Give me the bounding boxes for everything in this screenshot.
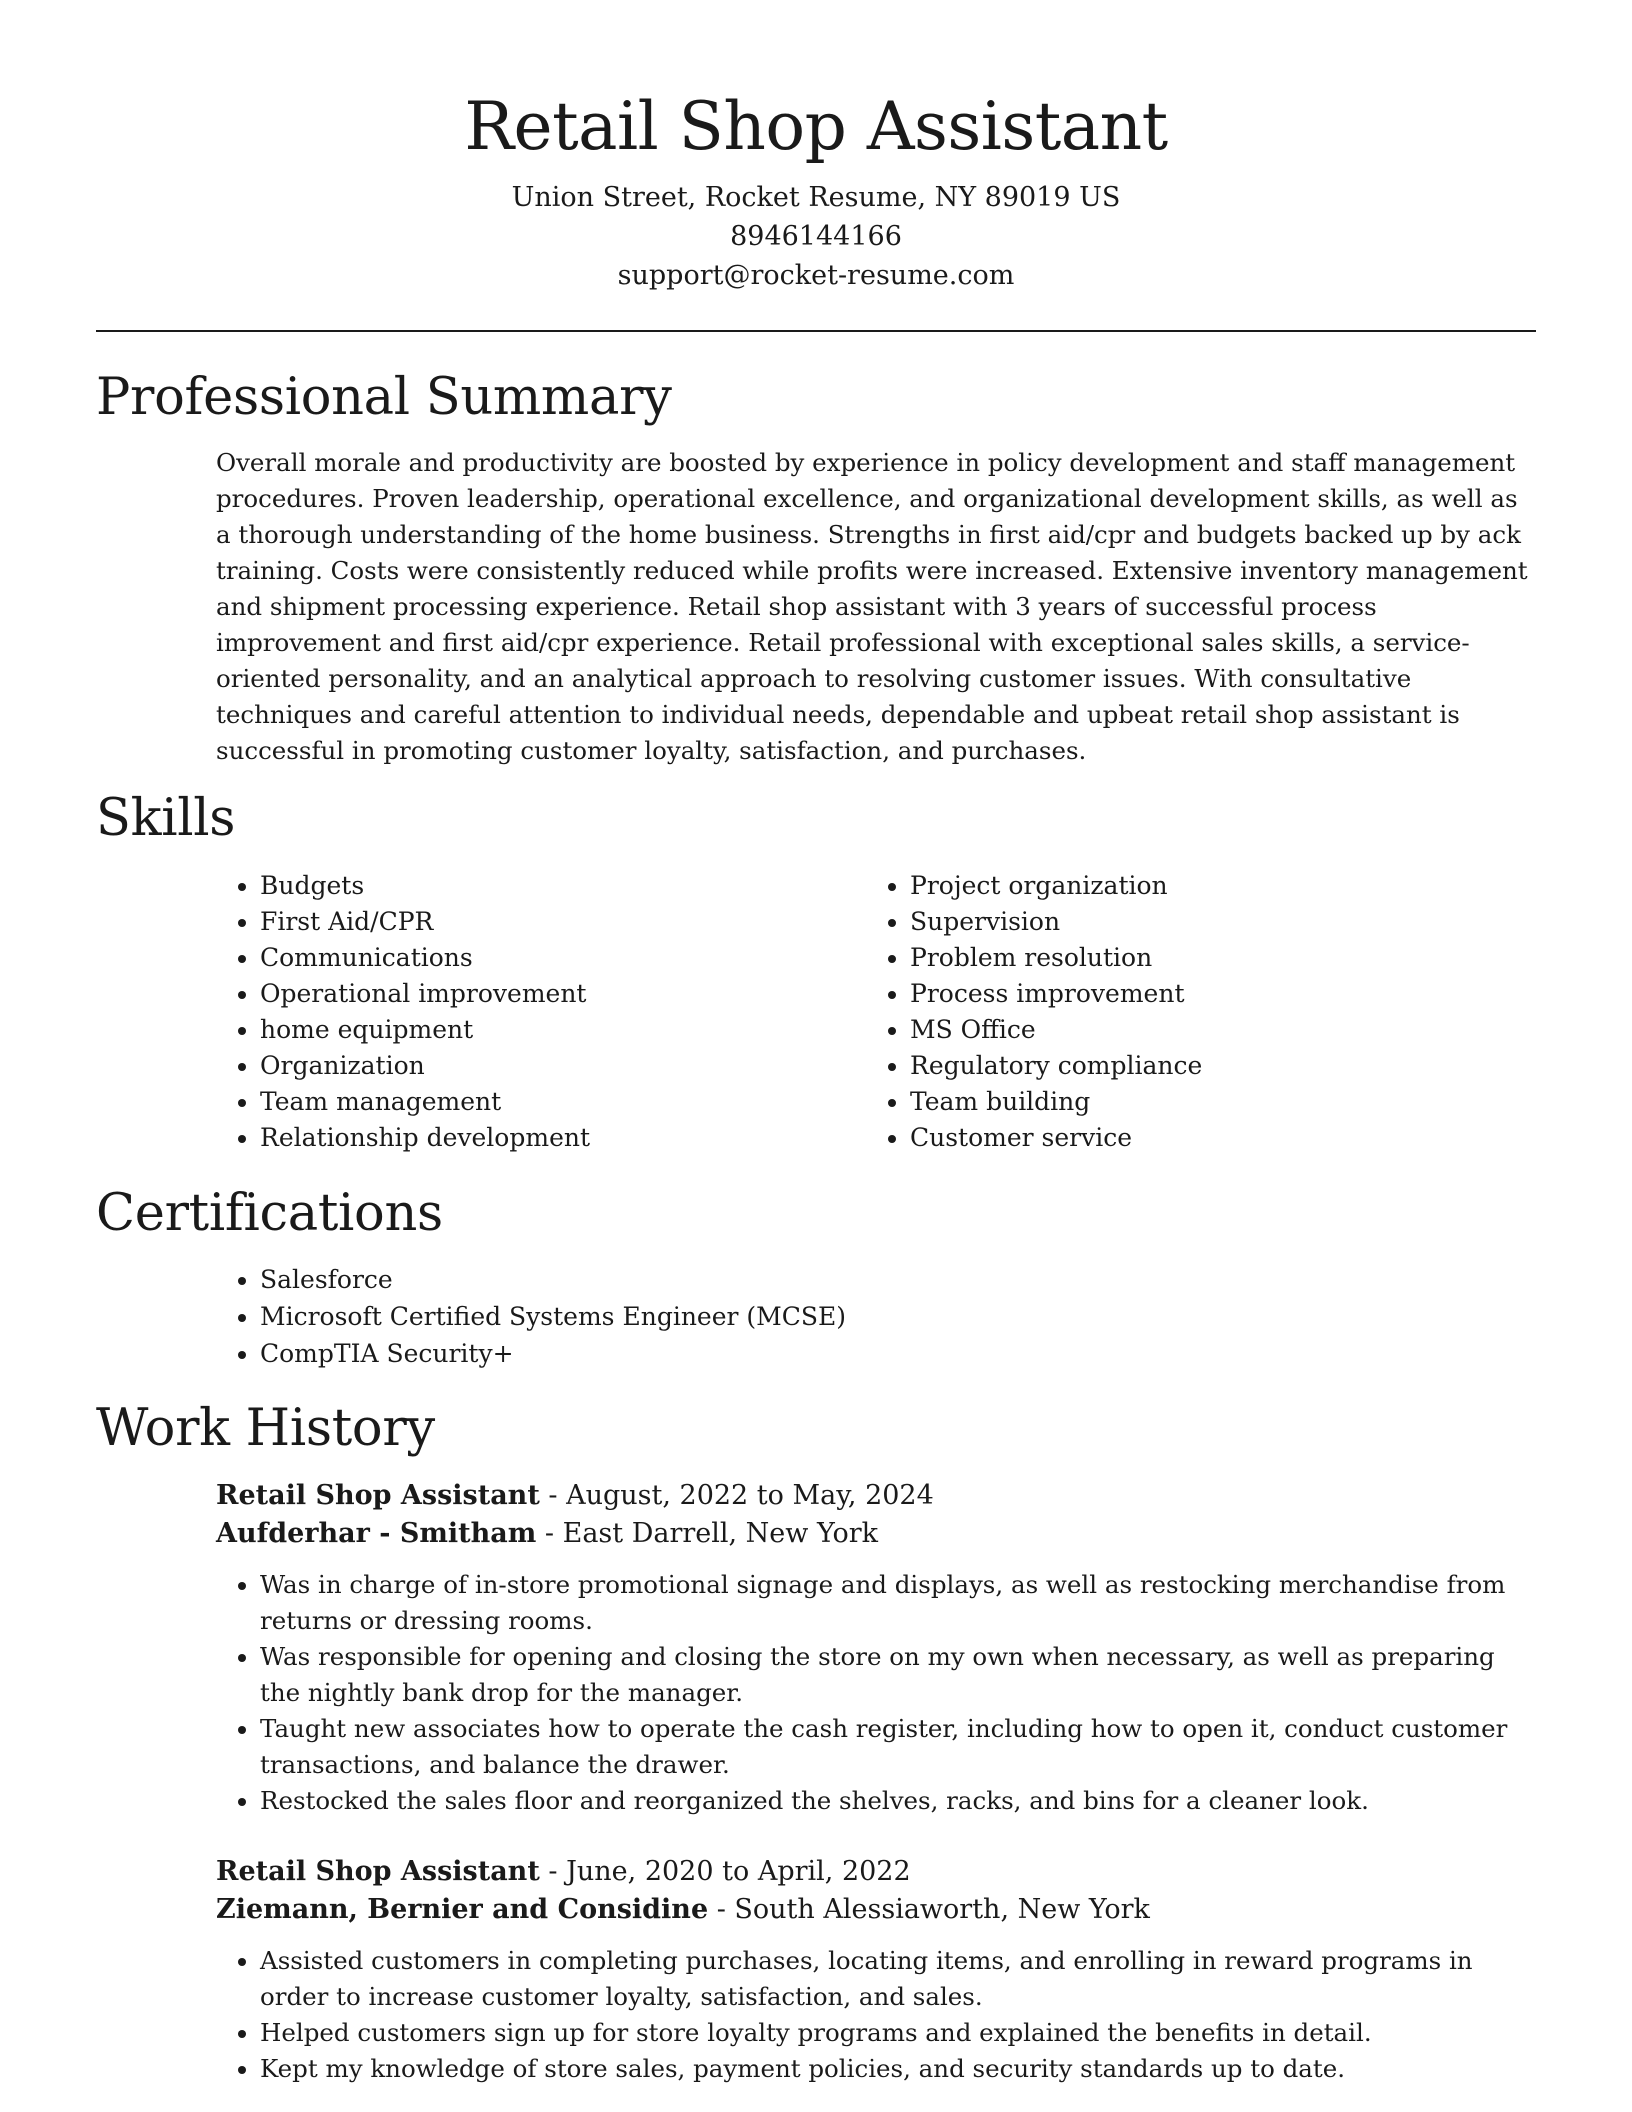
work-history-heading: Work History <box>96 1399 435 1458</box>
summary-paragraph: Overall morale and productivity are boosted by experience in policy development and staff management procedures. Proven leadership, operational excellence, and organizational development skills, as well as a thorough understanding of the home business. Strengths in first aid/cpr and budgets backed up by ack training. Costs were consistently reduced while profits were increased. Extensive inventory management and shipment processing experience. Retail shop assistant with 3 years of successful process improvement and first aid/cpr experience. Retail professional with exceptional sales skills, a service-oriented personality, and an analytical approach to resolving customer issues. With consultative techniques and careful attention to individual needs, dependable and upbeat retail shop assistant is successful in promoting customer loyalty, satisfaction, and purchases. <box>216 448 1528 765</box>
job-bullet: • Was responsible for opening and closing the store on my own when necessary, as well as preparing the nightly bank drop for the manager. <box>260 1639 1536 1711</box>
certification-item: • Microsoft Certified Systems Engineer (MCSE) <box>260 1298 1536 1335</box>
skill-item: • Team building <box>910 1084 1516 1120</box>
skill-item: • home equipment <box>260 1012 866 1048</box>
job-company-line <box>216 1515 1536 1553</box>
skill-item: • Operational improvement <box>260 976 866 1012</box>
resume-page <box>96 0 1536 2087</box>
phone-text: 8946144166 <box>730 221 902 252</box>
skills-heading: Skills <box>96 789 236 848</box>
job-bullet: • Assisted customers in completing purchases, locating items, and enrolling in reward programs in order to increase customer loyalty, satisfaction, and sales. <box>260 1943 1536 2015</box>
job-company: Ziemann, Bernier and Considine <box>216 1894 709 1925</box>
job-title-line <box>216 1853 1536 1891</box>
skill-item: • First Aid/CPR <box>260 904 866 940</box>
skill-item: • Communications <box>260 940 866 976</box>
candidate-name: Retail Shop Assistant <box>464 88 1168 165</box>
skill-item: • Project organization <box>910 868 1516 904</box>
job-bullets <box>216 1943 1536 2087</box>
job-company-line <box>216 1891 1536 1929</box>
skill-item: • Problem resolution <box>910 940 1516 976</box>
job-location: - East Darrell, New York <box>536 1518 878 1549</box>
job-bullet: • Taught new associates how to operate the cash register, including how to open it, conduct customer transactions, and balance the drawer. <box>260 1711 1536 1783</box>
certification-item: • Salesforce <box>260 1261 1536 1298</box>
job-bullet: • Restocked the sales floor and reorganized the shelves, racks, and bins for a cleaner look. <box>260 1783 1536 1819</box>
contact-block <box>96 178 1536 295</box>
skills-grid <box>216 868 1536 1156</box>
job-bullet: • Helped customers sign up for store loyalty programs and explained the benefits in detail. <box>260 2015 1536 2051</box>
email-text: support@rocket-resume.com <box>617 260 1015 291</box>
job-bullets <box>216 1567 1536 1819</box>
skills-column-left <box>216 868 866 1156</box>
job-dates: - August, 2022 to May, 2024 <box>539 1480 934 1511</box>
skills-column-right <box>866 868 1516 1156</box>
job-location: - South Alessiaworth, New York <box>708 1894 1150 1925</box>
skill-item: • Budgets <box>260 868 866 904</box>
job-bullet: • Kept my knowledge of store sales, payment policies, and security standards up to date. <box>260 2051 1536 2087</box>
skill-item: • Customer service <box>910 1120 1516 1156</box>
resume-header <box>96 0 1536 295</box>
job-title: Retail Shop Assistant <box>216 1856 540 1887</box>
certifications-list <box>216 1261 1536 1372</box>
job-bullet: • Was in charge of in-store promotional signage and displays, as well as restocking merchandise from returns or dressing rooms. <box>260 1567 1536 1639</box>
skill-item: • Supervision <box>910 904 1516 940</box>
certifications-heading: Certifications <box>96 1184 443 1243</box>
summary-heading: Professional Summary <box>96 368 672 427</box>
job-title: Retail Shop Assistant <box>216 1480 540 1511</box>
job-title-line <box>216 1477 1536 1515</box>
skill-item: • Process improvement <box>910 976 1516 1012</box>
job-company: Aufderhar - Smitham <box>216 1518 537 1549</box>
job-dates: - June, 2020 to April, 2022 <box>539 1856 911 1887</box>
certification-item: • CompTIA Security+ <box>260 1335 1536 1372</box>
skill-item: • Relationship development <box>260 1120 866 1156</box>
skill-item: • MS Office <box>910 1012 1516 1048</box>
job-entry <box>216 1853 1536 2087</box>
skill-item: • Team management <box>260 1084 866 1120</box>
skill-item: • Regulatory compliance <box>910 1048 1516 1084</box>
address-text: Union Street, Rocket Resume, NY 89019 US <box>511 182 1121 213</box>
skill-item: • Organization <box>260 1048 866 1084</box>
header-divider <box>96 330 1536 332</box>
job-entry <box>216 1477 1536 1819</box>
